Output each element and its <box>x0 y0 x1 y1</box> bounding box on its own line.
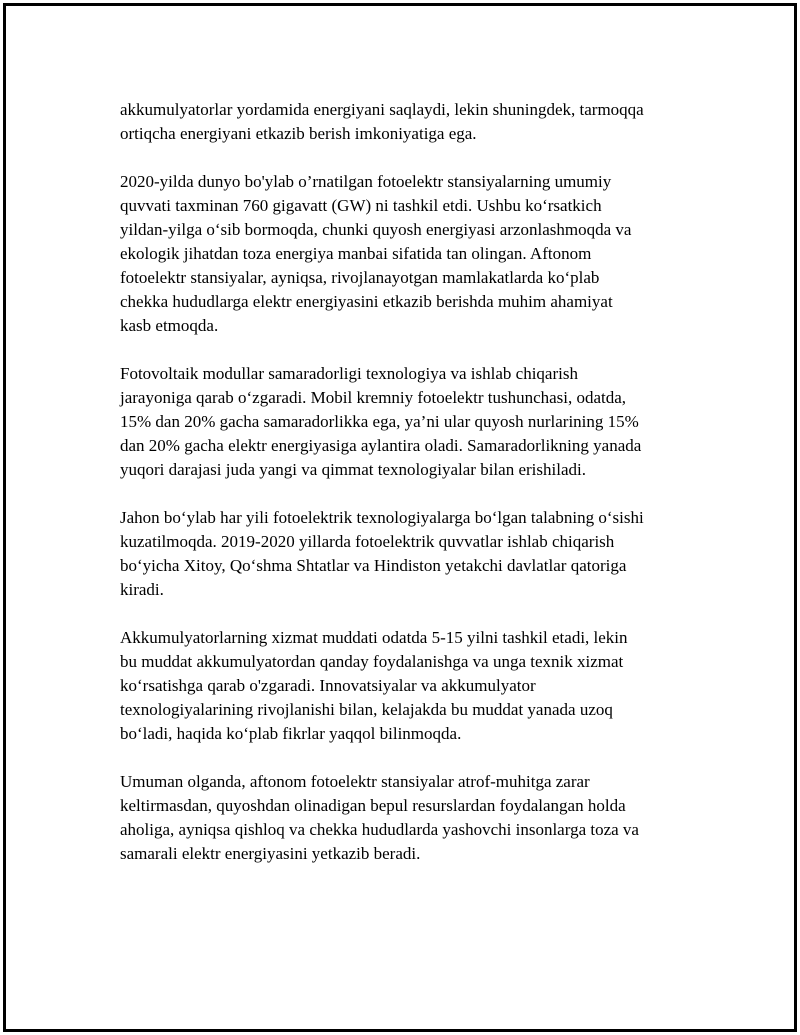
paragraph-4: Jahon bo‘ylab har yili fotoelektrik texnologiyalarga bo‘lgan talabning o‘sishi kuzatilmoqda. 2019-2020 yillarda fotoelektrik quvvatlar ishlab chiqarish bo‘yicha Xitoy, Qo‘shma Shtatlar va Hindiston yetakchi davlatlar qatoriga kiradi. <box>120 508 644 599</box>
paragraph-3: Fotovoltaik modullar samaradorligi texnologiya va ishlab chiqarish jarayoniga qarab o‘zgaradi. Mobil kremniy fotoelektr tushunchasi, odatda, 15% dan 20% gacha samaradorlikka ega, ya’ni ular quyosh nurlarining 15% dan 20% gacha elektr energiyasiga aylantira oladi. Samaradorlikning yanada yuqori darajasi juda yangi va qimmat texnologiyalar bilan erishiladi. <box>120 364 642 479</box>
paragraph-2: 2020-yilda dunyo bo'ylab o’rnatilgan fotoelektr stansiyalarning umumiy quvvati taxminan 760 gigavatt (GW) ni tashkil etdi. Ushbu ko‘rsatkich yildan-yilga o‘sib bormoqda, chunki quyosh energiyasi arzonlashmoqda va ekologik jihatdan toza energiya manbai sifatida tan olingan. Aftonom fotoelektr stansiyalar, ayniqsa, rivojlanayotgan mamlakatlarda ko‘plab chekka hududlarga elektr energiyasini etkazib berishda muhim ahamiyat kasb etmoqda. <box>120 172 632 335</box>
document-body <box>120 98 710 890</box>
paragraph-5: Akkumulyatorlarning xizmat muddati odatda 5-15 yilni tashkil etadi, lekin bu muddat akkumulyatordan qanday foydalanishga va unga texnik xizmat ko‘rsatishga qarab o'zgaradi. Innovatsiyalar va akkumulyator texnologiyalarining rivojlanishi bilan, kelajakda bu muddat yanada uzoq bo‘ladi, haqida ko‘plab fikrlar yaqqol bilinmoqda. <box>120 628 628 743</box>
paragraph-1: akkumulyatorlar yordamida energiyani saqlaydi, lekin shuningdek, tarmoqqa ortiqcha energiyani etkazib berish imkoniyatiga ega. <box>120 100 644 143</box>
page-frame <box>3 3 797 1032</box>
paragraph-6: Umuman olganda, aftonom fotoelektr stansiyalar atrof-muhitga zarar keltirmasdan, quyoshdan olinadigan bepul resurslardan foydalangan holda aholiga, ayniqsa qishloq va chekka hududlarda yashovchi insonlarga toza va samarali elektr energiyasini yetkazib beradi. <box>120 772 639 863</box>
